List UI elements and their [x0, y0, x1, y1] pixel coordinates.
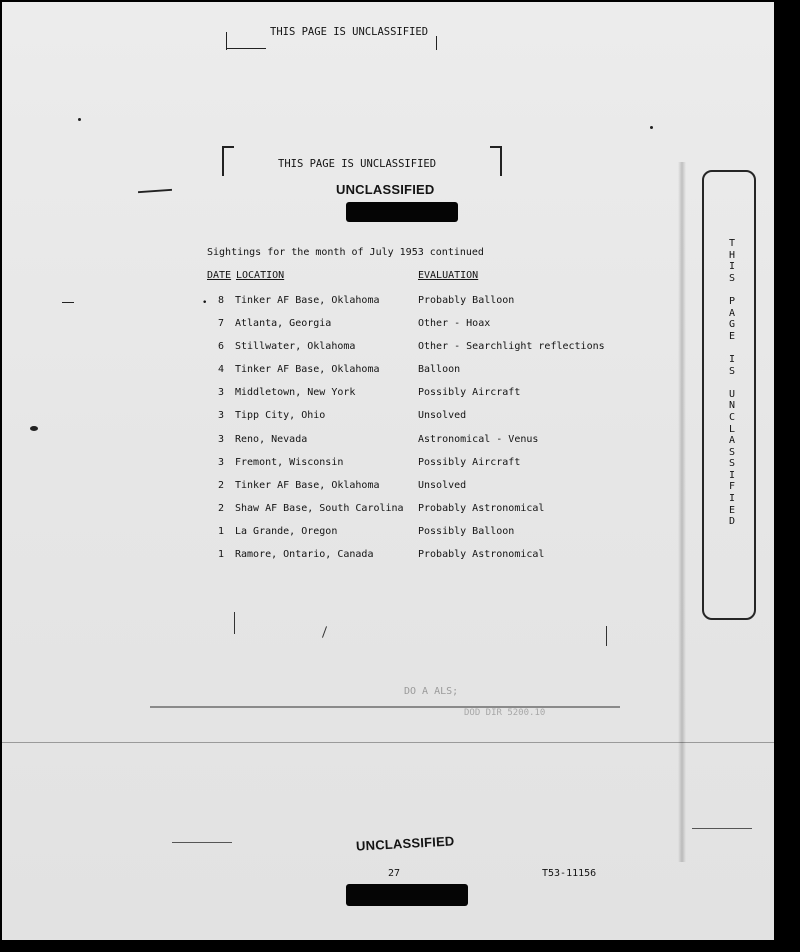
side-letter: A	[728, 435, 736, 447]
row-date: 2	[218, 503, 225, 514]
top-stamp-bracket-right	[436, 36, 437, 50]
inner-stamp-bracket-left	[222, 146, 234, 176]
side-letter: D	[728, 516, 736, 528]
side-letter: A	[728, 307, 736, 319]
stray-mark	[692, 828, 752, 829]
row-date: 8	[218, 295, 225, 306]
row-location: Ramore, Ontario, Canada	[235, 549, 374, 560]
scan-speck	[30, 426, 38, 431]
row-location: Tipp City, Ohio	[235, 410, 326, 421]
side-letter: I	[728, 353, 736, 365]
row-evaluation: Possibly Balloon	[418, 526, 515, 537]
row-evaluation: Possibly Aircraft	[418, 387, 521, 398]
scan-speck	[650, 126, 653, 129]
table-header-date	[207, 270, 231, 281]
side-letter: T	[728, 238, 736, 249]
scan-speck	[62, 302, 74, 303]
stray-mark	[172, 842, 232, 843]
row-evaluation: Unsolved	[418, 480, 467, 491]
classification-bottom: UNCLASSIFIED	[355, 833, 455, 854]
side-letter: L	[728, 423, 736, 435]
table-header-location	[236, 270, 284, 281]
row-tick-mark: •	[202, 298, 208, 308]
side-letter: I	[728, 261, 736, 273]
inner-unclassified-stamp: THIS PAGE IS UNCLASSIFIED	[278, 158, 437, 170]
row-location: Tinker AF Base, Oklahoma	[235, 480, 380, 491]
side-letter: I	[728, 493, 736, 505]
row-evaluation: Possibly Aircraft	[418, 457, 521, 468]
row-location: Middletown, New York	[235, 387, 356, 398]
redaction-bar-bottom	[346, 884, 468, 906]
top-stamp-bracket-bottom	[226, 48, 266, 49]
row-date: 3	[218, 457, 225, 468]
stray-mark	[322, 626, 327, 638]
fold-shadow	[678, 162, 686, 862]
inner-stamp-bracket-right	[490, 146, 502, 176]
side-letter: C	[728, 411, 736, 423]
side-letter: S	[728, 446, 736, 458]
row-location: La Grande, Oregon	[235, 526, 338, 537]
side-letter: G	[728, 319, 736, 331]
stray-mark	[606, 626, 607, 646]
side-letter: I	[728, 469, 736, 481]
date-column-header: DATE	[207, 270, 232, 281]
row-evaluation: Probably Balloon	[418, 295, 515, 306]
side-letter: P	[728, 295, 736, 307]
row-location: Tinker AF Base, Oklahoma	[235, 295, 380, 306]
side-letter: E	[728, 504, 736, 516]
row-date: 3	[218, 434, 225, 445]
row-location: Tinker AF Base, Oklahoma	[235, 364, 380, 375]
side-letter: N	[728, 400, 736, 412]
side-letter: F	[728, 481, 736, 493]
table-header-evaluation	[418, 270, 478, 281]
scan-speck	[78, 118, 81, 121]
classification-top: UNCLASSIFIED	[336, 182, 435, 197]
side-letter: E	[728, 330, 736, 342]
row-date: 3	[218, 387, 225, 398]
row-location: Shaw AF Base, South Carolina	[235, 503, 404, 514]
side-letter: S	[728, 458, 736, 470]
row-date: 1	[218, 526, 225, 537]
row-evaluation: Probably Astronomical	[418, 503, 545, 514]
row-evaluation: Balloon	[418, 364, 461, 375]
row-location: Fremont, Wisconsin	[235, 457, 344, 468]
row-date: 6	[218, 341, 225, 352]
location-column-header: LOCATION	[236, 270, 285, 281]
side-letter: U	[728, 388, 736, 400]
paper-sheet	[2, 2, 774, 940]
row-location: Stillwater, Oklahoma	[235, 341, 356, 352]
row-date: 1	[218, 549, 225, 560]
redaction-bar-top	[346, 202, 458, 222]
faint-stamp-line-2: DOD DIR 5200.10	[464, 708, 546, 718]
sightings-intro: Sightings for the month of July 1953 continued	[207, 247, 484, 258]
margin-dash	[138, 189, 172, 193]
row-location: Reno, Nevada	[235, 434, 308, 445]
row-evaluation: Astronomical - Venus	[418, 434, 539, 445]
side-letter: H	[728, 249, 736, 261]
scan-streak	[2, 742, 774, 743]
row-evaluation: Unsolved	[418, 410, 467, 421]
row-date: 4	[218, 364, 225, 375]
row-date: 2	[218, 480, 225, 491]
row-location: Atlanta, Georgia	[235, 318, 332, 329]
page-number: 27	[388, 868, 401, 879]
top-unclassified-stamp: THIS PAGE IS UNCLASSIFIED	[270, 26, 429, 38]
row-date: 7	[218, 318, 225, 329]
side-letter: S	[728, 365, 736, 377]
stray-mark	[234, 612, 235, 634]
faint-stamp-line-1: DO A ALS;	[404, 686, 459, 697]
document-id: T53-11156	[542, 868, 597, 879]
row-evaluation: Probably Astronomical	[418, 549, 545, 560]
side-letter: S	[728, 272, 736, 284]
row-evaluation: Other - Hoax	[418, 318, 491, 329]
scan-streak	[150, 706, 620, 708]
row-date: 3	[218, 410, 225, 421]
side-unclassified-stamp	[724, 238, 740, 528]
row-evaluation: Other - Searchlight reflections	[418, 341, 605, 352]
evaluation-column-header: EVALUATION	[418, 270, 479, 281]
